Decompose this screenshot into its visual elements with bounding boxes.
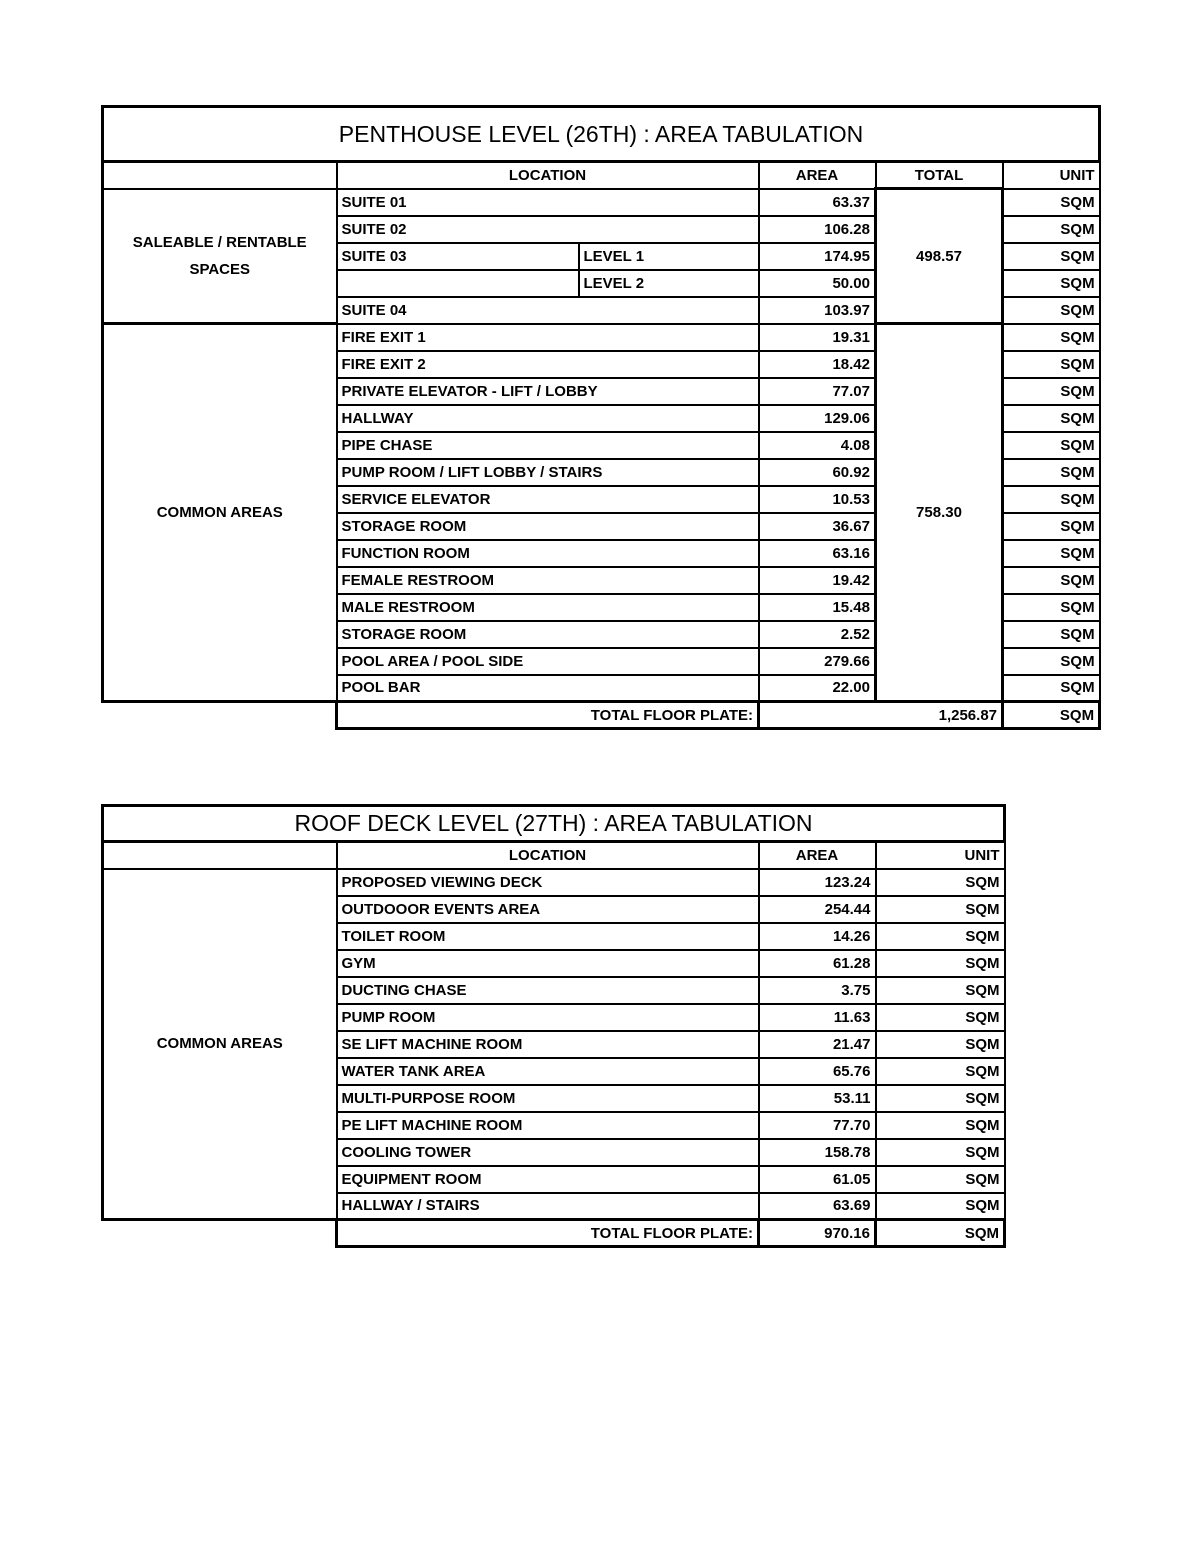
unit-value: SQM [1003, 351, 1100, 378]
location-name: PUMP ROOM [337, 1004, 759, 1031]
unit-value: SQM [1003, 540, 1100, 567]
area-value: 129.06 [759, 405, 876, 432]
table-row [103, 869, 1005, 896]
area-value: 174.95 [759, 243, 876, 270]
total-row [103, 1220, 1005, 1247]
total-blank [103, 702, 337, 729]
header-location: LOCATION [337, 842, 759, 869]
location-sublevel: LEVEL 2 [579, 270, 759, 297]
area-value: 123.24 [759, 869, 876, 896]
unit-value: SQM [1003, 648, 1100, 675]
location-name [337, 270, 579, 297]
header-location: LOCATION [337, 162, 759, 189]
location-name: FUNCTION ROOM [337, 540, 759, 567]
area-value: 61.05 [759, 1166, 876, 1193]
group-total-saleable: 498.57 [876, 189, 1003, 324]
group-label-common: COMMON AREAS [103, 324, 337, 702]
unit-value: SQM [1003, 459, 1100, 486]
unit-value: SQM [1003, 378, 1100, 405]
location-name: DUCTING CHASE [337, 977, 759, 1004]
unit-value: SQM [876, 1031, 1005, 1058]
unit-value: SQM [1003, 567, 1100, 594]
roofdeck-title: ROOF DECK LEVEL (27TH) : AREA TABULATION [103, 806, 1005, 842]
area-value: 11.63 [759, 1004, 876, 1031]
area-value: 22.00 [759, 675, 876, 702]
unit-value: SQM [1003, 405, 1100, 432]
unit-value: SQM [1003, 432, 1100, 459]
location-name: EQUIPMENT ROOM [337, 1166, 759, 1193]
area-value: 106.28 [759, 216, 876, 243]
unit-value: SQM [876, 1112, 1005, 1139]
unit-value: SQM [1003, 324, 1100, 351]
area-value: 63.69 [759, 1193, 876, 1220]
area-value: 18.42 [759, 351, 876, 378]
area-value: 19.42 [759, 567, 876, 594]
area-value: 77.70 [759, 1112, 876, 1139]
location-name: FIRE EXIT 2 [337, 351, 759, 378]
unit-value: SQM [876, 896, 1005, 923]
area-value: 254.44 [759, 896, 876, 923]
unit-value: SQM [1003, 189, 1100, 216]
roofdeck-table [101, 804, 1006, 1248]
area-value: 60.92 [759, 459, 876, 486]
unit-value: SQM [1003, 675, 1100, 702]
unit-value: SQM [876, 1004, 1005, 1031]
location-name: POOL BAR [337, 675, 759, 702]
unit-value: SQM [876, 1139, 1005, 1166]
total-unit: SQM [876, 1220, 1005, 1247]
unit-value: SQM [1003, 594, 1100, 621]
area-value: 279.66 [759, 648, 876, 675]
total-blank [103, 1220, 337, 1247]
area-value: 15.48 [759, 594, 876, 621]
penthouse-title: PENTHOUSE LEVEL (26TH) : AREA TABULATION [103, 107, 1100, 162]
location-name: PE LIFT MACHINE ROOM [337, 1112, 759, 1139]
area-value: 50.00 [759, 270, 876, 297]
unit-value: SQM [876, 977, 1005, 1004]
penthouse-table [101, 105, 1101, 730]
area-value: 63.16 [759, 540, 876, 567]
group-total-common: 758.30 [876, 324, 1003, 702]
header-blank [103, 842, 337, 869]
header-area: AREA [759, 162, 876, 189]
location-name: HALLWAY [337, 405, 759, 432]
area-value: 53.11 [759, 1085, 876, 1112]
location-name: SE LIFT MACHINE ROOM [337, 1031, 759, 1058]
area-value: 61.28 [759, 950, 876, 977]
location-name: PUMP ROOM / LIFT LOBBY / STAIRS [337, 459, 759, 486]
total-value: 970.16 [759, 1220, 876, 1247]
area-value: 158.78 [759, 1139, 876, 1166]
location-name: GYM [337, 950, 759, 977]
unit-value: SQM [876, 1058, 1005, 1085]
unit-value: SQM [876, 950, 1005, 977]
area-value: 63.37 [759, 189, 876, 216]
area-value: 21.47 [759, 1031, 876, 1058]
area-value: 4.08 [759, 432, 876, 459]
unit-value: SQM [1003, 486, 1100, 513]
table-row [103, 189, 1100, 216]
unit-value: SQM [1003, 297, 1100, 324]
location-name: PIPE CHASE [337, 432, 759, 459]
unit-value: SQM [1003, 270, 1100, 297]
unit-value: SQM [1003, 621, 1100, 648]
group-label-saleable: SALEABLE / RENTABLE SPACES [103, 189, 337, 324]
header-unit: UNIT [876, 842, 1005, 869]
location-name: FEMALE RESTROOM [337, 567, 759, 594]
area-value: 3.75 [759, 977, 876, 1004]
total-value: 1,256.87 [759, 702, 1003, 729]
area-value: 65.76 [759, 1058, 876, 1085]
unit-value: SQM [876, 1085, 1005, 1112]
unit-value: SQM [876, 1193, 1005, 1220]
unit-value: SQM [876, 869, 1005, 896]
location-sublevel: LEVEL 1 [579, 243, 759, 270]
unit-value: SQM [876, 923, 1005, 950]
location-name: FIRE EXIT 1 [337, 324, 759, 351]
location-name: PRIVATE ELEVATOR - LIFT / LOBBY [337, 378, 759, 405]
location-name: SUITE 02 [337, 216, 759, 243]
header-area: AREA [759, 842, 876, 869]
group-label-common: COMMON AREAS [103, 869, 337, 1220]
header-total: TOTAL [876, 162, 1003, 189]
location-name: STORAGE ROOM [337, 513, 759, 540]
location-name: WATER TANK AREA [337, 1058, 759, 1085]
unit-value: SQM [1003, 513, 1100, 540]
location-name: SUITE 04 [337, 297, 759, 324]
area-value: 10.53 [759, 486, 876, 513]
header-blank [103, 162, 337, 189]
area-value: 14.26 [759, 923, 876, 950]
table-row [103, 324, 1100, 351]
location-name: MALE RESTROOM [337, 594, 759, 621]
area-value: 2.52 [759, 621, 876, 648]
total-unit: SQM [1003, 702, 1100, 729]
unit-value: SQM [876, 1166, 1005, 1193]
location-name: TOILET ROOM [337, 923, 759, 950]
total-label: TOTAL FLOOR PLATE: [337, 1220, 759, 1247]
area-value: 103.97 [759, 297, 876, 324]
location-name: STORAGE ROOM [337, 621, 759, 648]
header-unit: UNIT [1003, 162, 1100, 189]
unit-value: SQM [1003, 216, 1100, 243]
area-value: 77.07 [759, 378, 876, 405]
total-label: TOTAL FLOOR PLATE: [337, 702, 759, 729]
unit-value: SQM [1003, 243, 1100, 270]
area-value: 36.67 [759, 513, 876, 540]
total-row [103, 702, 1100, 729]
location-name: MULTI-PURPOSE ROOM [337, 1085, 759, 1112]
area-value: 19.31 [759, 324, 876, 351]
location-name: SERVICE ELEVATOR [337, 486, 759, 513]
location-name: PROPOSED VIEWING DECK [337, 869, 759, 896]
location-name: COOLING TOWER [337, 1139, 759, 1166]
location-name: HALLWAY / STAIRS [337, 1193, 759, 1220]
location-name: OUTDOOOR EVENTS AREA [337, 896, 759, 923]
location-name: POOL AREA / POOL SIDE [337, 648, 759, 675]
location-name: SUITE 03 [337, 243, 579, 270]
location-name: SUITE 01 [337, 189, 759, 216]
